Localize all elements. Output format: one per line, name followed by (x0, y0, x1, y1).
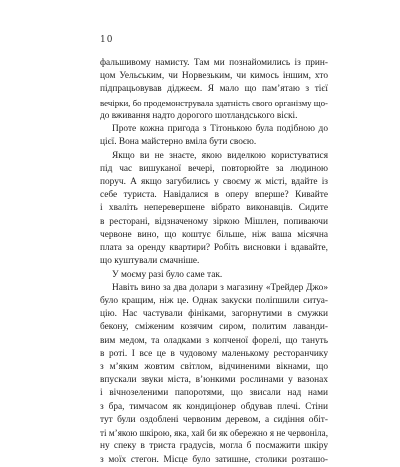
body-text (100, 57, 328, 467)
text-line: цієї. Вона майстерно вміла бути своєю. (100, 137, 257, 148)
text-line: з м’яким жовтим світлом, відчиненими вікнами, що (100, 362, 328, 373)
text-line: червоне вино, що коштує більше, ніж ваша місячна (100, 229, 328, 240)
text-line: в роті. І все це в чудовому маленькому ресторанчику (100, 348, 328, 359)
text-line: плата за оренду квартири? Робіть висновки і вдавайте, (100, 243, 328, 254)
text-line: ну спеку в триста градусів, могла б посмажити шкіру (100, 441, 328, 452)
text-line: було кращим, ніж це. Однак закуски поліпшили ситуа- (100, 295, 328, 306)
text-line: цом Уельським, чи Норвезьким, чи кимось іншим, хто (100, 71, 328, 82)
text-line: ті м’якою шкірою, яка, хай би як обережно я не червоніла, (100, 428, 328, 439)
text-line: в ресторані, відзначеному зіркою Мішлен, попиваючи (100, 216, 328, 227)
text-line: з бра, тимчасом як кондиціонер обдував плечі. Стіни (100, 401, 328, 412)
text-line: вим медом, та оладками з копченої форелі, що тануть (100, 335, 328, 346)
text-line: Якщо ви не знаєте, якою виделкою користуватися (112, 150, 328, 161)
text-line: себе туриста. Навідалися в оперу вперше? Кивайте (100, 190, 328, 201)
text-line: впускали звуки міста, в’юнкими рослинами у вазонах (100, 375, 328, 386)
text-line: бекону, сміженим козячим сиром, политим лаванди- (100, 322, 328, 333)
text-line: У моєму разі було саме так. (112, 269, 223, 280)
text-line: фальшивому намисту. Там ми познайомились із прин- (100, 58, 328, 68)
text-line: Проте кожна пригода з Тітонькою була подібною до (112, 124, 328, 135)
text-line: підпрацьовував діджеєм. Я мало що пам’ятаю з тієї (100, 84, 328, 95)
text-line: з моїх стегон. Місце було затишне, столики розташо- (100, 454, 328, 465)
page-number: 10 (100, 35, 114, 45)
text-line: і хваліть неперевершене вібрато виконавців. Сидите (100, 203, 328, 214)
text-line: тут були оздоблені червоним деревом, а сидіння обіт- (100, 414, 328, 425)
text-line: вечірки, бо продемонструвала здатність свого організму що- (100, 97, 328, 108)
text-line: під час вишуканої вечері, повторюйте за людиною (100, 163, 328, 174)
text-line: і вічнозеленими папоротями, що звисали над нами (100, 388, 328, 399)
text-line: цію. Нас частували фініками, загорнутими в смужки (100, 309, 328, 320)
text-line: поруч. А якщо загубились у своєму ж місті, вдайте із (100, 176, 328, 187)
text-line: що куштували смачніше. (100, 256, 200, 267)
text-line: Навіть вино за два долари з магазину «Трейдер Джо» (112, 282, 328, 293)
text-line: до вживання надто дорогого шотландського віскі. (100, 110, 298, 121)
